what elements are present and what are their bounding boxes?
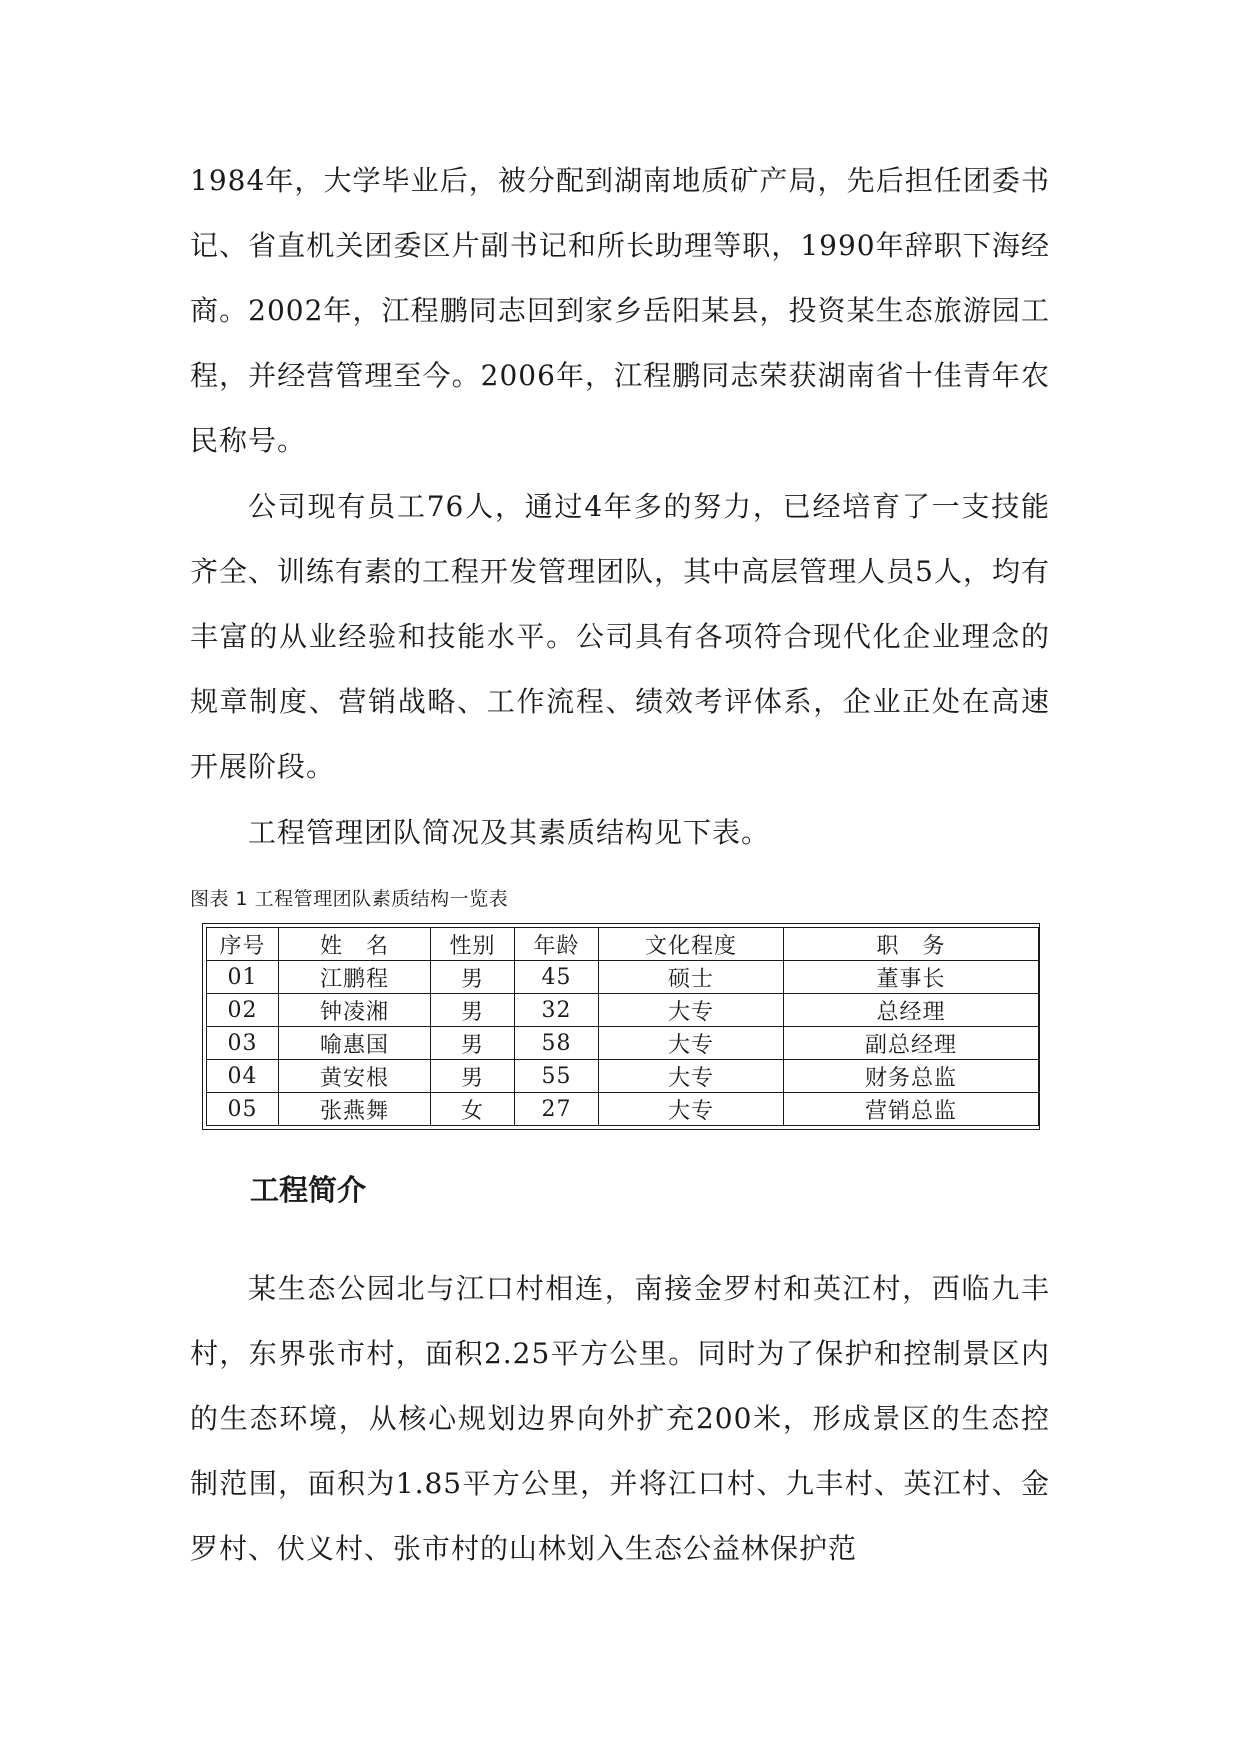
cell-education: 大专 [599, 1093, 784, 1126]
cell-education: 硕士 [599, 961, 784, 994]
paragraph-biography: 1984年，大学毕业后，被分配到湖南地质矿产局，先后担任团委书记、省直机关团委区片副书记和所长助理等职，1990年辞职下海经商。2002年，江程鹏同志回到家乡岳阳某县，投资某生态旅游园工程，并经营管理至今。2006年，江程鹏同志荣获湖南省十佳青年农民称号。 [190, 164, 1050, 457]
cell-name: 江鹏程 [279, 961, 431, 994]
cell-position: 营销总监 [784, 1093, 1039, 1126]
cell-education: 大专 [599, 1060, 784, 1093]
section-heading-project-intro: 工程简介 [250, 1173, 367, 1207]
cell-age: 58 [515, 1027, 599, 1060]
cell-gender: 男 [431, 1060, 515, 1093]
cell-age: 27 [515, 1093, 599, 1126]
cell-name: 黄安根 [279, 1060, 431, 1093]
table-row [207, 1027, 1039, 1060]
table-header-row [207, 928, 1039, 961]
cell-position: 财务总监 [784, 1060, 1039, 1093]
cell-index: 04 [207, 1060, 279, 1093]
cell-position: 总经理 [784, 994, 1039, 1027]
header-cell-age: 年龄 [515, 928, 599, 961]
team-table-frame [202, 923, 1040, 1130]
paragraph-park-description: 某生态公园北与江口村相连，南接金罗村和英江村，西临九丰村，东界张市村，面积2.25平方公里。同时为了保护和控制景区内的生态环境，从核心规划边界向外扩充200米，形成景区的生态控制范围，面积为1.85平方公里，并将江口村、九丰村、英江村、金罗村、伏义村、张市村的山林划入生态公益林保护范 [190, 1272, 1050, 1565]
cell-index: 03 [207, 1027, 279, 1060]
team-table [206, 927, 1039, 1126]
table-row [207, 994, 1039, 1027]
cell-name: 张燕舞 [279, 1093, 431, 1126]
cell-gender: 女 [431, 1093, 515, 1126]
cell-name: 钟凌湘 [279, 994, 431, 1027]
header-cell-education: 文化程度 [599, 928, 784, 961]
cell-education: 大专 [599, 994, 784, 1027]
header-cell-index: 序号 [207, 928, 279, 961]
cell-index: 01 [207, 961, 279, 994]
paragraph-table-intro: 工程管理团队简况及其素质结构见下表。 [248, 816, 771, 849]
cell-position: 董事长 [784, 961, 1039, 994]
cell-age: 32 [515, 994, 599, 1027]
cell-position: 副总经理 [784, 1027, 1039, 1060]
table-caption: 图表 1 工程管理团队素质结构一览表 [190, 888, 509, 910]
cell-index: 05 [207, 1093, 279, 1126]
cell-name: 喻惠国 [279, 1027, 431, 1060]
cell-education: 大专 [599, 1027, 784, 1060]
cell-age: 55 [515, 1060, 599, 1093]
cell-index: 02 [207, 994, 279, 1027]
header-cell-name: 姓 名 [279, 928, 431, 961]
table-row [207, 961, 1039, 994]
header-cell-position: 职 务 [784, 928, 1039, 961]
header-cell-gender: 性别 [431, 928, 515, 961]
paragraph-company-staff: 公司现有员工76人，通过4年多的努力，已经培育了一支技能齐全、训练有素的工程开发管理团队，其中高层管理人员5人，均有丰富的从业经验和技能水平。公司具有各项符合现代化企业理念的规章制度、营销战略、工作流程、绩效考评体系，企业正处在高速开展阶段。 [190, 490, 1050, 783]
cell-gender: 男 [431, 994, 515, 1027]
cell-gender: 男 [431, 961, 515, 994]
table-row [207, 1060, 1039, 1093]
table-row [207, 1093, 1039, 1126]
cell-age: 45 [515, 961, 599, 994]
cell-gender: 男 [431, 1027, 515, 1060]
